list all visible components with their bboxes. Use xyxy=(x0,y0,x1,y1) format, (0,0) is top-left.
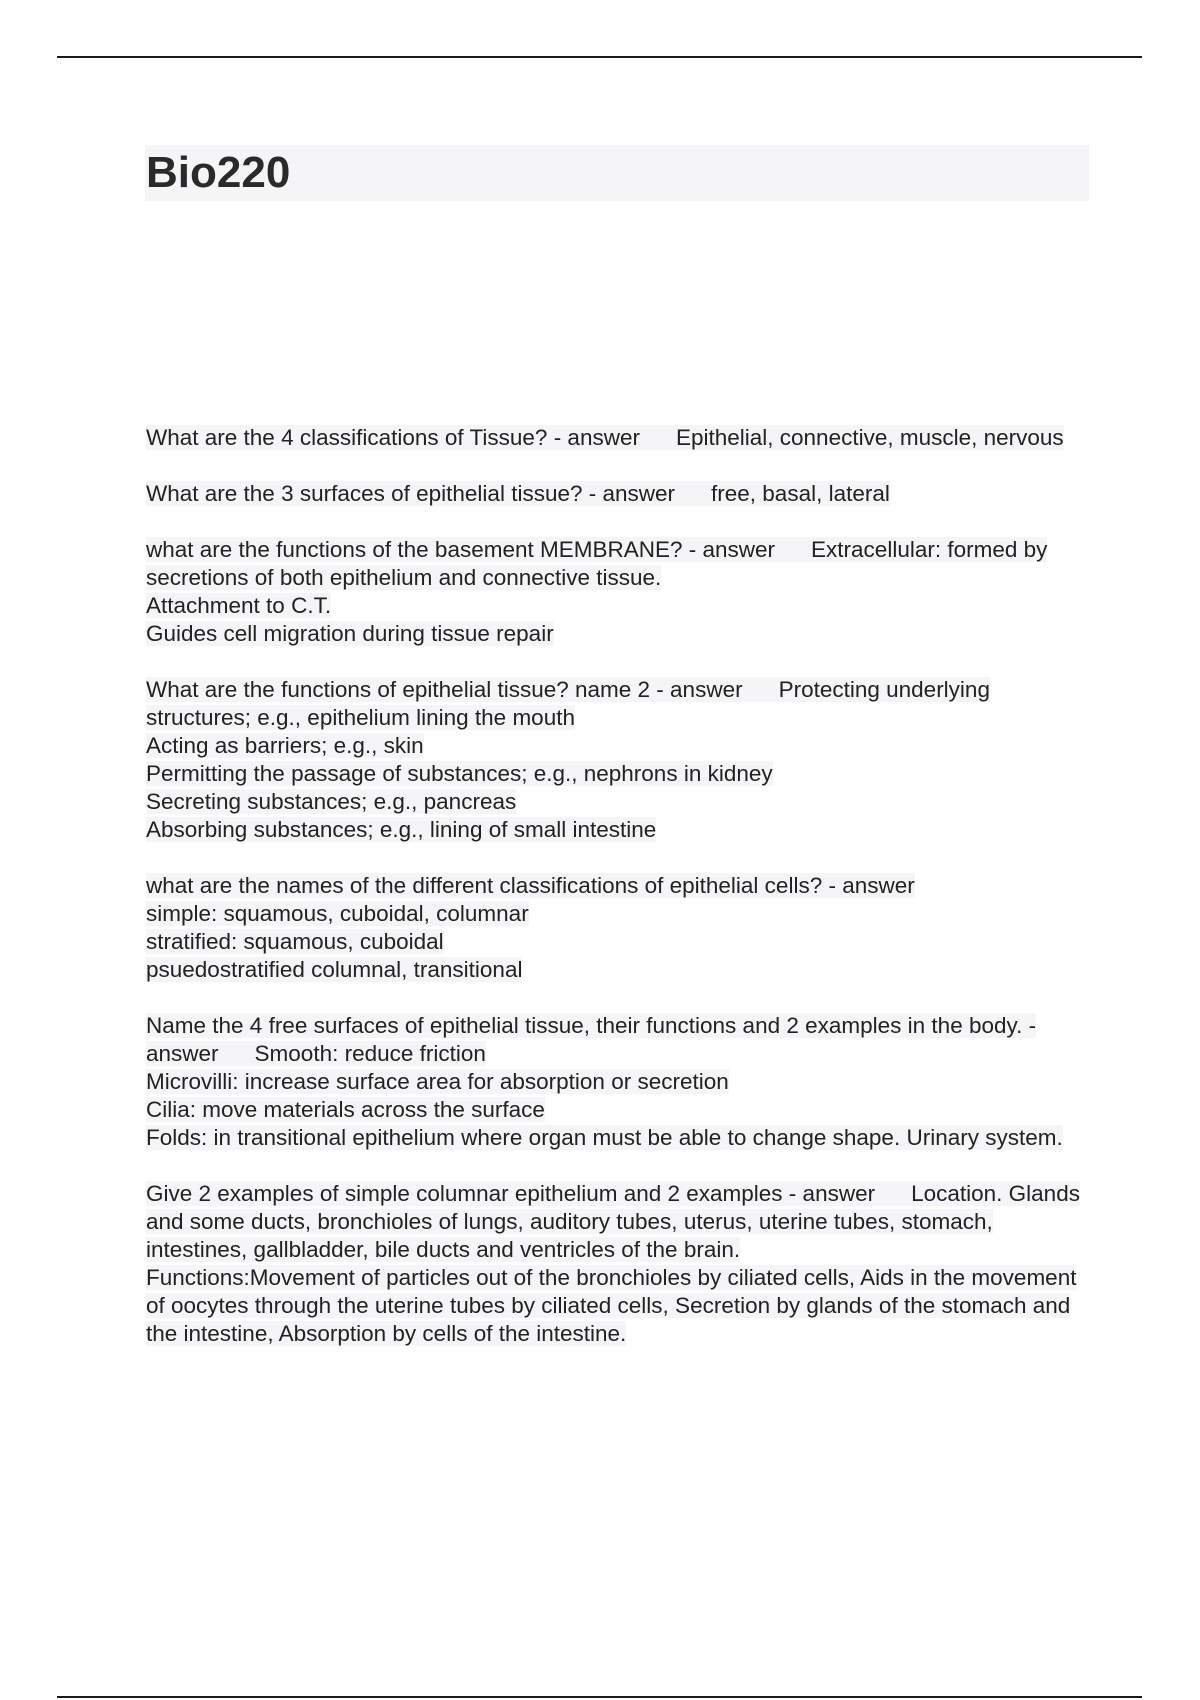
answer-line: Microvilli: increase surface area for absorption or secretion xyxy=(146,1069,729,1094)
answer-text: Extracellular: formed by secretions of both epithelium and connective tissue. xyxy=(146,537,1048,590)
answer-line: Functions:Movement of particles out of the bronchioles by ciliated cells, Aids in the movement of oocytes through the uterine tubes by ciliated cells, Secretion by glands of the stomach and the intestine, Absorption by cells of the intestine. xyxy=(146,1265,1077,1346)
qa-item xyxy=(146,424,1096,452)
answer-text: free, basal, lateral xyxy=(711,481,890,506)
answer-text: Epithelial, connective, muscle, nervous xyxy=(675,425,1064,450)
answer-line: Acting as barriers; e.g., skin xyxy=(146,733,424,758)
qa-item xyxy=(146,536,1096,648)
qa-item xyxy=(146,872,1096,984)
qa-item xyxy=(146,480,1096,508)
answer-line: Secreting substances; e.g., pancreas xyxy=(146,789,517,814)
answer-line: Permitting the passage of substances; e.g., nephrons in kidney xyxy=(146,761,773,786)
bottom-divider xyxy=(57,1696,1142,1698)
qa-item xyxy=(146,1012,1096,1152)
qa-item xyxy=(146,676,1096,844)
question-text: Give 2 examples of simple columnar epithelium and 2 examples - answer xyxy=(146,1181,876,1206)
question-text: What are the 4 classifications of Tissue? - answer xyxy=(146,425,640,450)
question-text: Name the 4 free surfaces of epithelial tissue, their functions and 2 examples in the body. - answer xyxy=(146,1013,1037,1066)
question-text: what are the names of the different classifications of epithelial cells? - answer xyxy=(146,873,915,898)
answer-text: Protecting underlying structures; e.g., epithelium lining the mouth xyxy=(146,677,990,730)
answer-line: Guides cell migration during tissue repair xyxy=(146,621,554,646)
answer-line: psuedostratified columnal, transitional xyxy=(146,957,523,982)
qa-item xyxy=(146,1180,1096,1348)
top-divider xyxy=(57,56,1142,58)
qa-list xyxy=(146,424,1096,1376)
question-text: what are the functions of the basement MEMBRANE? - answer xyxy=(146,537,776,562)
answer-line: Attachment to C.T. xyxy=(146,593,332,618)
answer-line: Cilia: move materials across the surface xyxy=(146,1097,545,1122)
document-title: Bio220 xyxy=(146,148,291,197)
answer-line: Absorbing substances; e.g., lining of small intestine xyxy=(146,817,657,842)
question-text: What are the 3 surfaces of epithelial tissue? - answer xyxy=(146,481,676,506)
answer-line: simple: squamous, cuboidal, columnar xyxy=(146,901,529,926)
question-text: What are the functions of epithelial tissue? name 2 - answer xyxy=(146,677,743,702)
answer-text: Smooth: reduce friction xyxy=(254,1041,486,1066)
answer-text: Location. Glands and some ducts, bronchioles of lungs, auditory tubes, uterus, uterine tubes, stomach, intestines, gallbladder, bile ducts and ventricles of the brain. xyxy=(146,1181,1080,1262)
answer-line: stratified: squamous, cuboidal xyxy=(146,929,444,954)
answer-line: Folds: in transitional epithelium where organ must be able to change shape. Urinary system. xyxy=(146,1125,1063,1150)
